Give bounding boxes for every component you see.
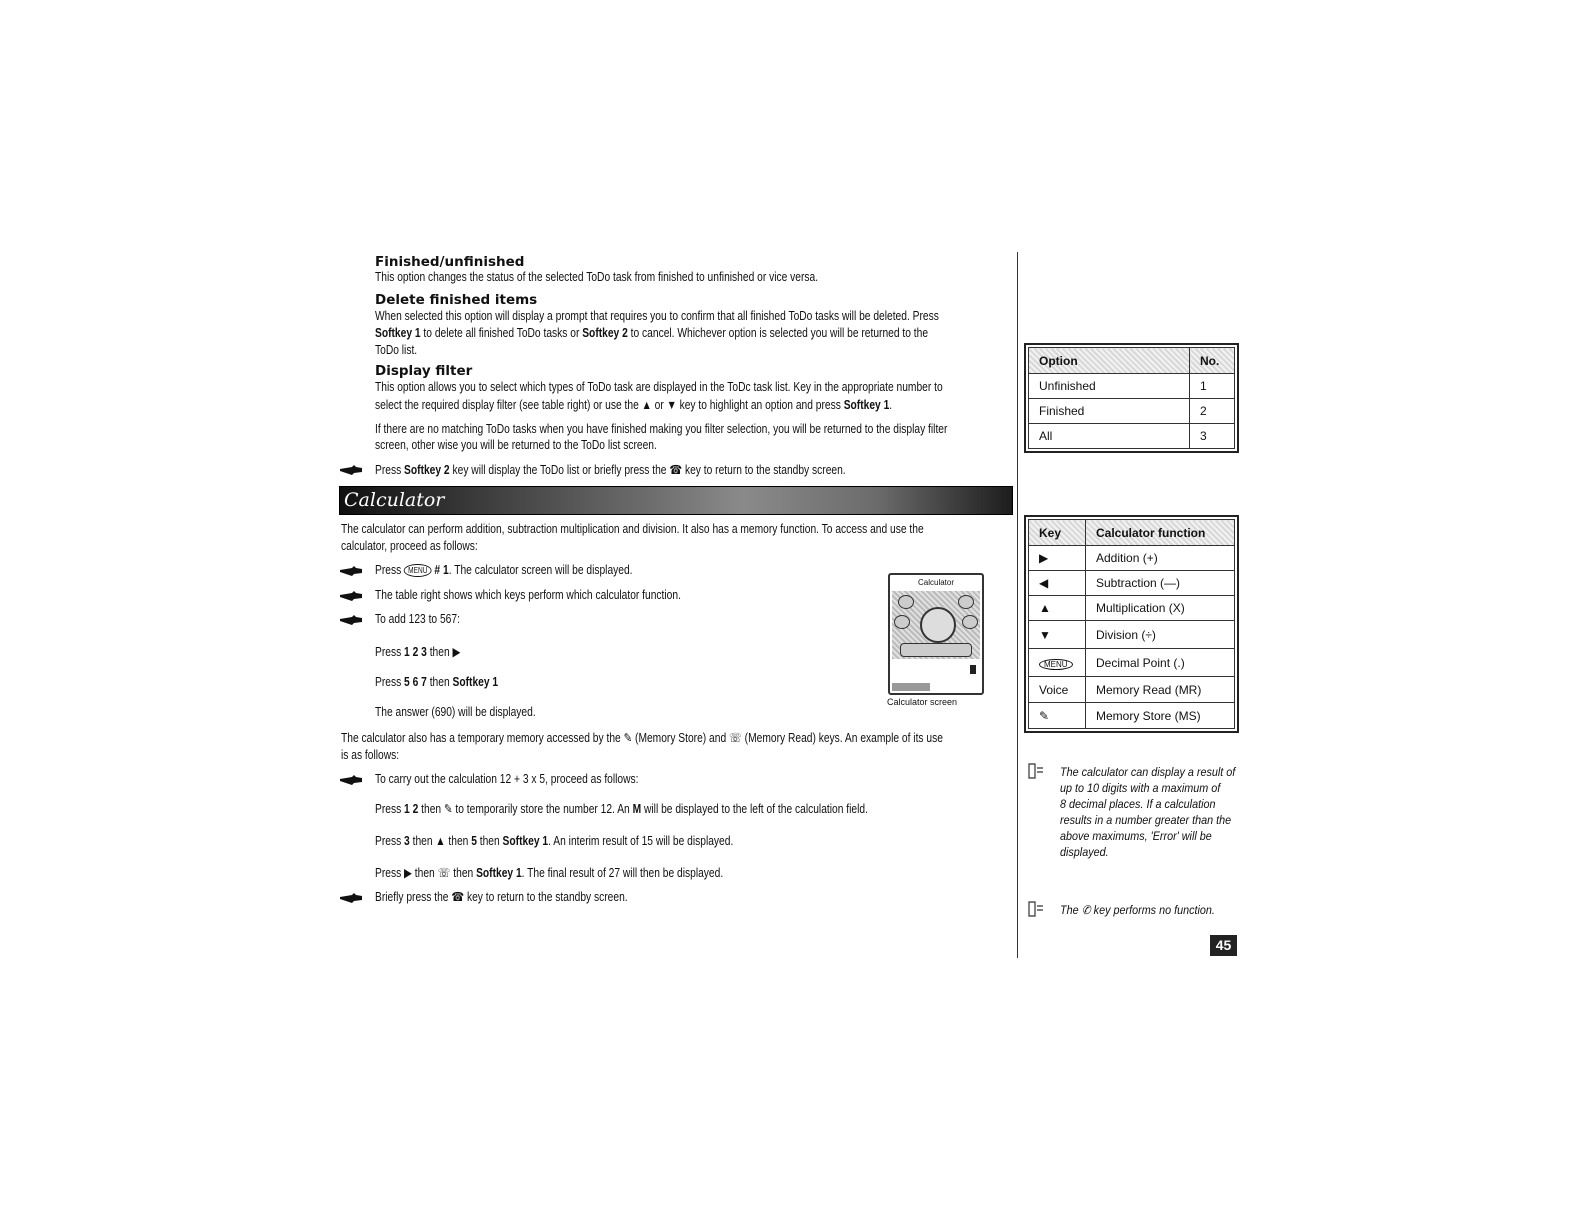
carry-out-line: To carry out the calculation 12 + 3 x 5, proceed as follows: [375,772,639,786]
table-header: No. [1190,348,1235,374]
filter-line4: screen, other wise you will be returned to the ToDo list screen. [375,438,657,452]
end-call-key-icon: ☎ [669,463,683,477]
briefly-press-line: Briefly press the ☎ key to return to the standby screen. [375,890,628,904]
right-arrow-icon: ▶ [452,645,461,659]
left-arrow-icon: ◀ [1029,571,1086,596]
table-cell: Decimal Point (.) [1086,649,1235,677]
up-arrow-icon: ▲ [435,834,446,848]
filter-line2: select the required display filter (see table right) or use the ▲ or ▼ key to highlight an option and press Softkey 1. [375,398,893,412]
table-cell: Addition (+) [1086,546,1235,571]
filter-line3: If there are no matching ToDo tasks when you have finished making you filter selection, you will be returned to the display filter [375,422,948,436]
calc-intro-line2: calculator, proceed as follows: [341,539,478,553]
calc-step2: The table right shows which keys perform which calculator function. [375,588,681,602]
table-cell: 1 [1190,374,1235,399]
calculator-key-table [1028,519,1235,729]
press-right-line: Press ▶ then ☏ then Softkey 1. The final result of 27 will then be displayed. [375,866,724,880]
column-divider [1017,252,1018,958]
pointing-hand-icon [340,465,362,475]
press-123-line: Press 1 2 3 then ▶ [375,645,461,659]
up-arrow-icon: ▲ [1029,596,1086,621]
calculator-screen-title: Calculator [917,578,954,587]
table-cell: Subtraction (—) [1086,571,1235,596]
press-3-line: Press 3 then ▲ then 5 then Softkey 1. An interim result of 15 will be displayed. [375,834,734,848]
finished-text: This option changes the status of the selected ToDo task from finished to unfinished or vice versa. [375,270,819,284]
table-cell: 2 [1190,399,1235,424]
menu-key-icon: MENU [1029,649,1086,677]
table-header: Calculator function [1086,520,1235,546]
memory-read-icon: ☏ [729,731,742,745]
calculator-screen-image [888,573,984,695]
pointing-hand-icon [340,775,362,785]
pointing-hand-icon [340,893,362,903]
end-call-key-icon: ☎ [451,890,465,904]
calculator-screen-caption: Calculator screen [887,697,958,707]
calc-intro-line1: The calculator can perform addition, subtraction multiplication and division. It also has a memory function. To access and use the [341,522,924,536]
table-cell: Memory Read (MR) [1086,677,1235,703]
page-number: 45 [1210,935,1237,956]
pointing-hand-icon [340,591,362,601]
menu-key-icon: MENU [404,564,432,577]
memory-line2: is as follows: [341,748,400,762]
table-cell: All [1029,424,1190,449]
table-cell: Memory Store (MS) [1086,703,1235,729]
memory-store-icon: ✎ [623,731,633,745]
call-key-note: The ✆ key performs no function. [1060,903,1215,917]
memory-store-icon: ✎ [443,802,453,816]
memory-line1: The calculator also has a temporary memory accessed by the ✎ (Memory Store) and ☏ (Memory Read) keys. An example of its use [341,731,943,745]
call-key-icon: ✆ [1081,903,1091,917]
delete-line2: Softkey 1 to delete all finished ToDo tasks or Softkey 2 to cancel. Whichever option is selected you will be returned to the [375,326,929,340]
calculator-note: The calculator can display a result of up to 10 digits with a maximum of 8 decimal places. If a calculation results in a number greater than the above maximums, 'Error' will be displayed. [1060,765,1236,859]
calc-step3: To add 123 to 567: [375,612,460,626]
note-icon [1027,762,1045,780]
heading-delete-finished: Delete finished items [375,292,538,308]
table-cell: Voice [1029,677,1086,703]
display-filter-table [1028,347,1235,449]
table-cell: Unfinished [1029,374,1190,399]
note-icon [1027,900,1045,918]
down-arrow-icon: ▼ [1029,621,1086,649]
heading-finished-unfinished: Finished/unfinished [375,254,525,270]
up-arrow-icon: ▲ [641,398,652,412]
memory-store-icon: ✎ [1029,703,1086,729]
right-arrow-icon: ▶ [1029,546,1086,571]
press-12-line: Press 1 2 then ✎ to temporarily store the number 12. An M will be displayed to the left of the calculation field. [375,802,868,816]
answer-line: The answer (690) will be displayed. [375,705,536,719]
down-arrow-icon: ▼ [666,398,677,412]
right-arrow-icon: ▶ [404,866,412,880]
delete-line1: When selected this option will display a prompt that requires you to confirm that all finished ToDo tasks will be deleted. Press [375,309,939,323]
pointing-hand-icon [340,566,362,576]
press-softkey2-line: Press Softkey 2 key will display the ToDo list or briefly press the ☎ key to return to the standby screen. [375,463,846,477]
table-cell: Multiplication (X) [1086,596,1235,621]
calculator-banner: Calculator [339,486,1013,515]
press-567-line: Press 5 6 7 then Softkey 1 [375,675,499,689]
calc-step1: Press MENU # 1. The calculator screen will be displayed. [375,563,633,577]
table-header: Key [1029,520,1086,546]
table-cell: 3 [1190,424,1235,449]
heading-display-filter: Display filter [375,363,473,379]
table-header: Option [1029,348,1190,374]
delete-line3: ToDo list. [375,343,418,357]
filter-line1: This option allows you to select which types of ToDo task are displayed in the ToDc task list. Key in the appropriate number to [375,380,943,394]
table-cell: Finished [1029,399,1190,424]
memory-read-icon: ☏ [437,866,451,880]
table-cell: Division (÷) [1086,621,1235,649]
pointing-hand-icon [340,615,362,625]
